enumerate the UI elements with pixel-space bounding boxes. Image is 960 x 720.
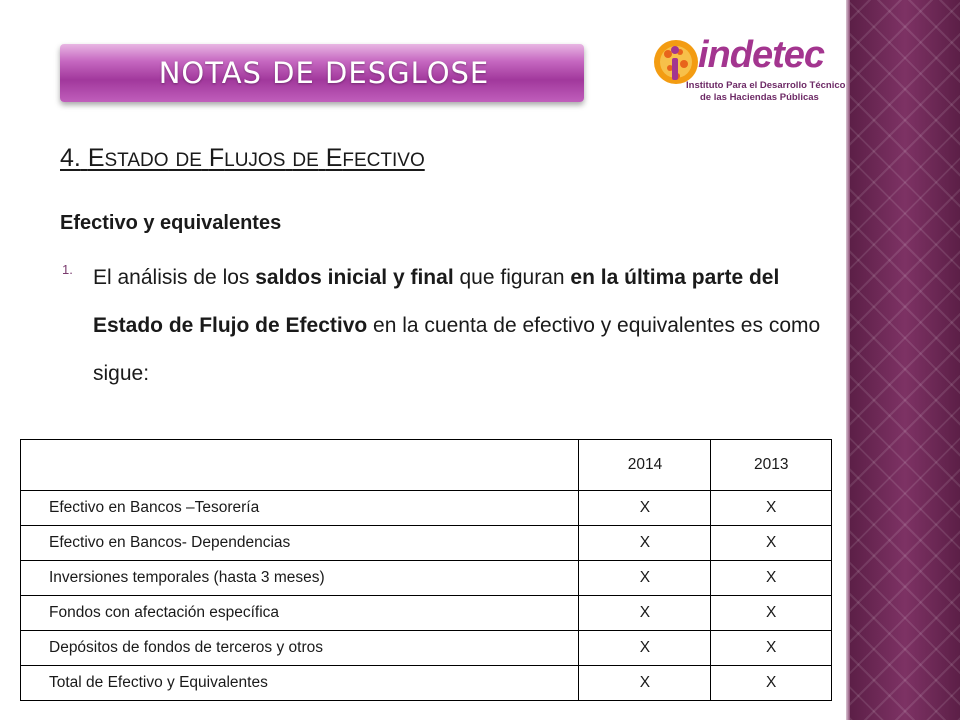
list-item-text <box>93 254 833 398</box>
table-row <box>21 561 832 596</box>
table-row <box>21 491 832 526</box>
table-cell: X <box>579 631 711 666</box>
table-header-row <box>21 440 832 491</box>
table-header-cell <box>21 440 579 491</box>
emphasis-text: en la última parte del Estado de Flujo de Efectivo <box>93 266 780 337</box>
section-title-word: ESTADO <box>87 144 169 172</box>
table-row <box>21 666 832 701</box>
section-title-word: DE <box>292 150 319 171</box>
table-cell: Efectivo en Bancos –Tesorería <box>21 491 579 526</box>
logo-wordmark: indetec <box>698 34 825 76</box>
emphasis-text: saldos inicial y final <box>255 266 454 289</box>
body-text: que figuran <box>453 266 571 289</box>
table-cell: X <box>579 666 711 701</box>
table-cell: Total de Efectivo y Equivalentes <box>21 666 579 701</box>
table-cell: X <box>711 526 832 561</box>
list-item-number: 1. <box>62 262 73 277</box>
table-cell: X <box>711 491 832 526</box>
table-cell: X <box>579 561 711 596</box>
indetec-logo <box>648 22 846 104</box>
section-title-word: EFECTIVO <box>325 144 425 172</box>
logo-subtitle-1: Instituto Para el Desarrollo Técnico <box>686 80 846 91</box>
table-row <box>21 631 832 666</box>
table-header-cell: 2013 <box>711 440 832 491</box>
table-cell: X <box>579 596 711 631</box>
table-cell: X <box>711 596 832 631</box>
section-title-words <box>88 144 425 172</box>
table-row <box>21 596 832 631</box>
table-cell: X <box>711 631 832 666</box>
table-row <box>21 526 832 561</box>
table-cell: X <box>711 666 832 701</box>
logo-subtitle-2: de las Haciendas Públicas <box>700 92 819 103</box>
table-cell: Efectivo en Bancos- Dependencias <box>21 526 579 561</box>
cash-equivalents-table <box>20 439 832 701</box>
table-cell: X <box>711 561 832 596</box>
table-cell: Fondos con afectación específica <box>21 596 579 631</box>
table-cell: Inversiones temporales (hasta 3 meses) <box>21 561 579 596</box>
banner-title: NOTAS DE DESGLOSE <box>158 56 490 90</box>
body-text: en la cuenta de efectivo y equivalentes es como sigue: <box>93 314 821 385</box>
table-cell: X <box>579 526 711 561</box>
notas-banner <box>60 44 584 102</box>
section-title-word: FLUJOS <box>208 144 286 172</box>
subheading: Efectivo y equivalentes <box>60 212 282 234</box>
table-cell: X <box>579 491 711 526</box>
body-text: El análisis de los <box>93 266 256 289</box>
table-header-cell: 2014 <box>579 440 711 491</box>
section-title-word: DE <box>175 150 202 171</box>
decorative-side-strip <box>850 0 960 720</box>
table-cell: Depósitos de fondos de terceros y otros <box>21 631 579 666</box>
section-number: 4. <box>60 144 81 172</box>
section-title <box>60 144 425 173</box>
